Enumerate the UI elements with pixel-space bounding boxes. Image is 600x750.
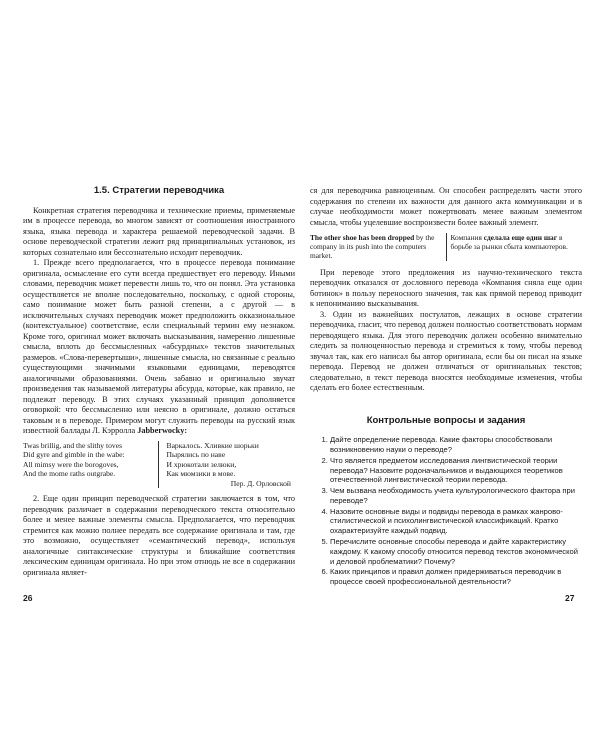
questions-list — [310, 435, 582, 587]
poem-ru-line: И хрюкотали зелюки, — [166, 459, 237, 469]
ballad-title: Jabberwocky: — [137, 426, 188, 435]
poem-ru-line: Пырялись по наве — [166, 450, 226, 460]
page-number-left: 26 — [23, 593, 33, 603]
poem-russian — [158, 441, 296, 489]
example-ru-bold: сделала еще один шаг — [483, 233, 558, 242]
example-russian — [446, 233, 583, 261]
question-item: 4. Назовите основные виды и подвиды перевода в рамках жанрово-стилистической и психолингвистической классификаций. Кратко охарактеризуйте каждый подвид. — [330, 507, 582, 536]
poem-english — [23, 441, 158, 489]
paragraph-principle-1 — [23, 258, 295, 437]
paragraph-principle-1-text: 1. Прежде всего предполагается, что в процессе перевода понимание оригинала, осмысление его сути всегда предшествует его переводу. Иными словами, переводчик может перевести лишь то, что он понял. Эта установка осуществляется не вполне последовательно, поскольку, с одной стороны, само понимание может быть разной степени, а с другой — в исключительных случаях переводчик может предположить окказиональное (контекстуальное) соответствие, если специальный термин ему незнаком. Кроме того, оригинал может включать высказывания, намеренно лишенные смысла, вплоть до бессмысленных «абсурдных» текстов значительных размеров. «Слова-перевертыши», лишенные смысла, но связанные с реально существующими значимыми языковыми единицами, переводятся аналогичными образованиями. Очень забавно и оригинально звучат произведения так называемой литературы абсурда, которые, как правило, не подлежат переводу. В этих случаях указанный принцип дополняется оговоркой: что бессмысленно или неясно в оригинале, должно остаться таковым и в переводе. Примером могут служить переводы на русский язык известной баллады Л. Кэрролла — [23, 258, 295, 435]
poem-en-line: Did gyre and gimble in the wabe: — [23, 450, 125, 460]
paragraph-translation-note: При переводе этого предложения из научно-технического текста переводчик отказался от дословного перевода «Компания сняла еще один ботинок» в пользу переносного значения, так как прямой перевод приводит к непониманию высказывания. — [310, 267, 582, 309]
example-en-bold: The other shoe has been dropped — [310, 233, 415, 242]
question-item: 1. Дайте определение перевода. Какие факторы способствовали возникновению науки о переводе? — [330, 435, 582, 455]
translation-example — [310, 233, 582, 261]
example-english — [310, 233, 446, 261]
poem-translator: Пер. Д. Орловской — [230, 478, 291, 488]
poem-en-line: All mimsy were the borogoves, — [23, 459, 119, 469]
example-en-text: by the company in its push into the computers market. — [310, 233, 435, 261]
paragraph-principle-2: 2. Еще один принцип переводческой стратегии заключается в том, что переводчик различает в содержании переводческого текста относительно более и менее важные элементы смысла. Предполагается, что переводчик стремится как можно полнее передать все содержание оригинала и там, где это возможно, осуществляет «семантический перевод», используя аналогичные синтаксические структуры и ближайшие соответствия лексическим единицам оригинала. Но при этом отнюдь не все в содержании оригинала являет- — [23, 494, 295, 577]
poem-ru-line: Варкалось. Хливкие шорьки — [166, 440, 259, 450]
paragraph-principle-3: 3. Один из важнейших постулатов, лежащих в основе стратегии переводчика, гласит, что перевод должен полностью соответствовать нормам переводящего языка. Для этого переводчик должен особенно внимательно следить за полноценностью перевода и стремиться к тому, чтобы перевод звучал так, как его написал бы автор оригинала, если бы он писал на языке перевода. Перевод не должен отличаться от оригинальных текстов; следовательно, в текст перевода вносятся необходимые изменения, чтобы сделать его более естественным. — [310, 309, 582, 393]
left-page — [23, 186, 295, 578]
poem-ru-line: Как мюмзики в мове. — [166, 469, 236, 479]
questions-heading: Контрольные вопросы и задания — [366, 414, 526, 426]
page-number-right: 27 — [565, 593, 575, 603]
poem-en-line: And the mome raths outgrabe. — [23, 469, 116, 479]
question-item: 6. Каких принципов и правил должен придерживаться переводчик в процессе своей профессиональной деятельности? — [330, 567, 582, 587]
section-heading: 1.5. Стратегии переводчика — [93, 185, 225, 196]
example-ru-post: в борьбе за рынки сбыта компьютеров. — [450, 233, 568, 252]
paragraph-intro: Конкретная стратегия переводчика и технические приемы, применяемые им в процессе перевода, во многом зависят от соотношения иностранного языка, языка перевода и характера решаемой переводческой задачи. В основе переводческой стратегии лежит ряд принципиальных установок, из которых сознательно или бессознательно исходит переводчик. — [23, 205, 295, 257]
question-item: 2. Что является предметом исследования лингвистической теории перевода? Назовите родоначальников и выдающихся теоретиков отечественной лингвистической теории перевода. — [330, 456, 582, 485]
example-ru-pre: Компания — [450, 233, 484, 242]
poem-block — [23, 441, 295, 489]
question-item: 5. Перечислите основные способы перевода и дайте характеристику каждому. К какому способу относится перевод текстов экономической и деловой проблематики? Почему? — [330, 537, 582, 566]
question-item: 3. Чем вызвана необходимость учета культурологического фактора при переводе? — [330, 486, 582, 506]
paragraph-continuation: ся для переводчика равноценным. Он способен распределять части этого содержания по степени их важности для данного акта коммуникации и в случае необходимости может пожертвовать менее важным элементом смысла, чтобы уцелевшие воспроизвести более важный элемент. — [310, 186, 582, 227]
right-page — [310, 186, 582, 588]
poem-en-line: Twas brillig, and the slithy toves — [23, 440, 123, 450]
